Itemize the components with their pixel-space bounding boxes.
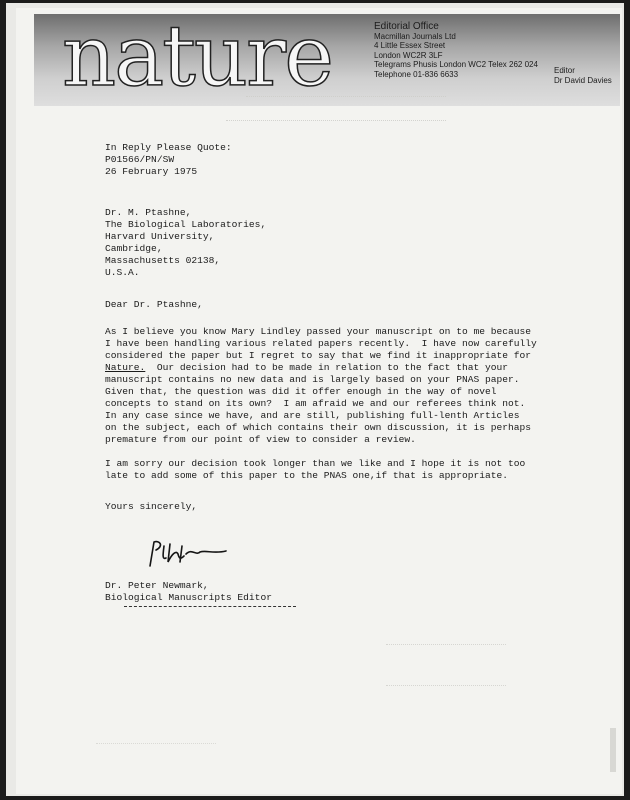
signer-title: Biological Manuscripts Editor	[105, 592, 272, 603]
office-line: Telegrams Phusis London WC2 Telex 262 024	[374, 60, 538, 69]
office-line: Telephone 01-836 6633	[374, 69, 459, 79]
letter-page	[16, 8, 622, 794]
letter-date: 26 February 1975	[105, 166, 198, 177]
editor-label: Editor	[554, 66, 575, 75]
body-line: I have been handling various related papers recently. I have now carefully	[105, 338, 537, 349]
office-line: Macmillan Journals Ltd	[374, 31, 456, 41]
salutation: Dear Dr. Ptashne,	[105, 299, 203, 310]
office-line: 4 Little Essex Street	[374, 41, 446, 50]
signature-underline	[124, 606, 296, 607]
editor-name: Dr David Davies	[554, 76, 612, 85]
office-title: Editorial Office	[374, 21, 439, 32]
signer-name: Dr. Peter Newmark,	[105, 580, 209, 591]
body-line: concepts to stand on its own? I am afraid we and our referees think not.	[105, 398, 526, 409]
reference-code: P01566/PN/SW	[105, 154, 175, 165]
body-line: Given that, the question was did it offer enough in the way of novel	[105, 386, 497, 397]
body-line: premature from our point of view to consider a review.	[105, 434, 416, 445]
bleed-through-mark	[386, 644, 506, 686]
letterhead	[34, 14, 620, 106]
editorial-office-address	[374, 22, 538, 79]
body-line: manuscript contains no new data and is largely based on your PNAS paper.	[105, 374, 520, 385]
body-line: As I believe you know Mary Lindley passed your manuscript on to me because	[105, 326, 532, 337]
journal-name: Nature.	[105, 362, 146, 373]
closing: Yours sincerely,	[105, 501, 198, 512]
body-line: considered the paper but I regret to say that we find it inappropriate for	[105, 350, 532, 361]
office-line: London WC2R 3LF	[374, 50, 443, 60]
bleed-through-mark	[226, 120, 446, 126]
recipient-line: Cambridge,	[105, 243, 163, 254]
editor-block	[554, 66, 612, 86]
handwritten-signature	[144, 536, 234, 570]
masthead-logo: nature	[62, 14, 332, 105]
recipient-line: The Biological Laboratories,	[105, 219, 267, 230]
recipient-line: Dr. M. Ptashne,	[105, 207, 192, 218]
reply-quote-label: In Reply Please Quote:	[105, 142, 232, 153]
recipient-line: U.S.A.	[105, 267, 140, 278]
body-line: I am sorry our decision took longer than we like and I hope it is not too	[105, 458, 526, 469]
recipient-line: Harvard University,	[105, 231, 215, 242]
bleed-through-mark	[96, 743, 216, 774]
body-line: In any case since we have, and are still, publishing full-lenth Articles	[105, 410, 520, 421]
body-line: on the subject, each of which contains their own discussion, it is perhaps	[105, 422, 532, 433]
body-line	[105, 362, 508, 374]
body-line-rest: Our decision had to be made in relation to the fact that your	[145, 362, 509, 373]
recipient-line: Massachusetts 02138,	[105, 255, 221, 266]
body-line: late to add some of this paper to the PNAS one,if that is appropriate.	[105, 470, 509, 481]
page-edge-mark	[610, 728, 616, 772]
bleed-through-mark	[246, 96, 446, 102]
